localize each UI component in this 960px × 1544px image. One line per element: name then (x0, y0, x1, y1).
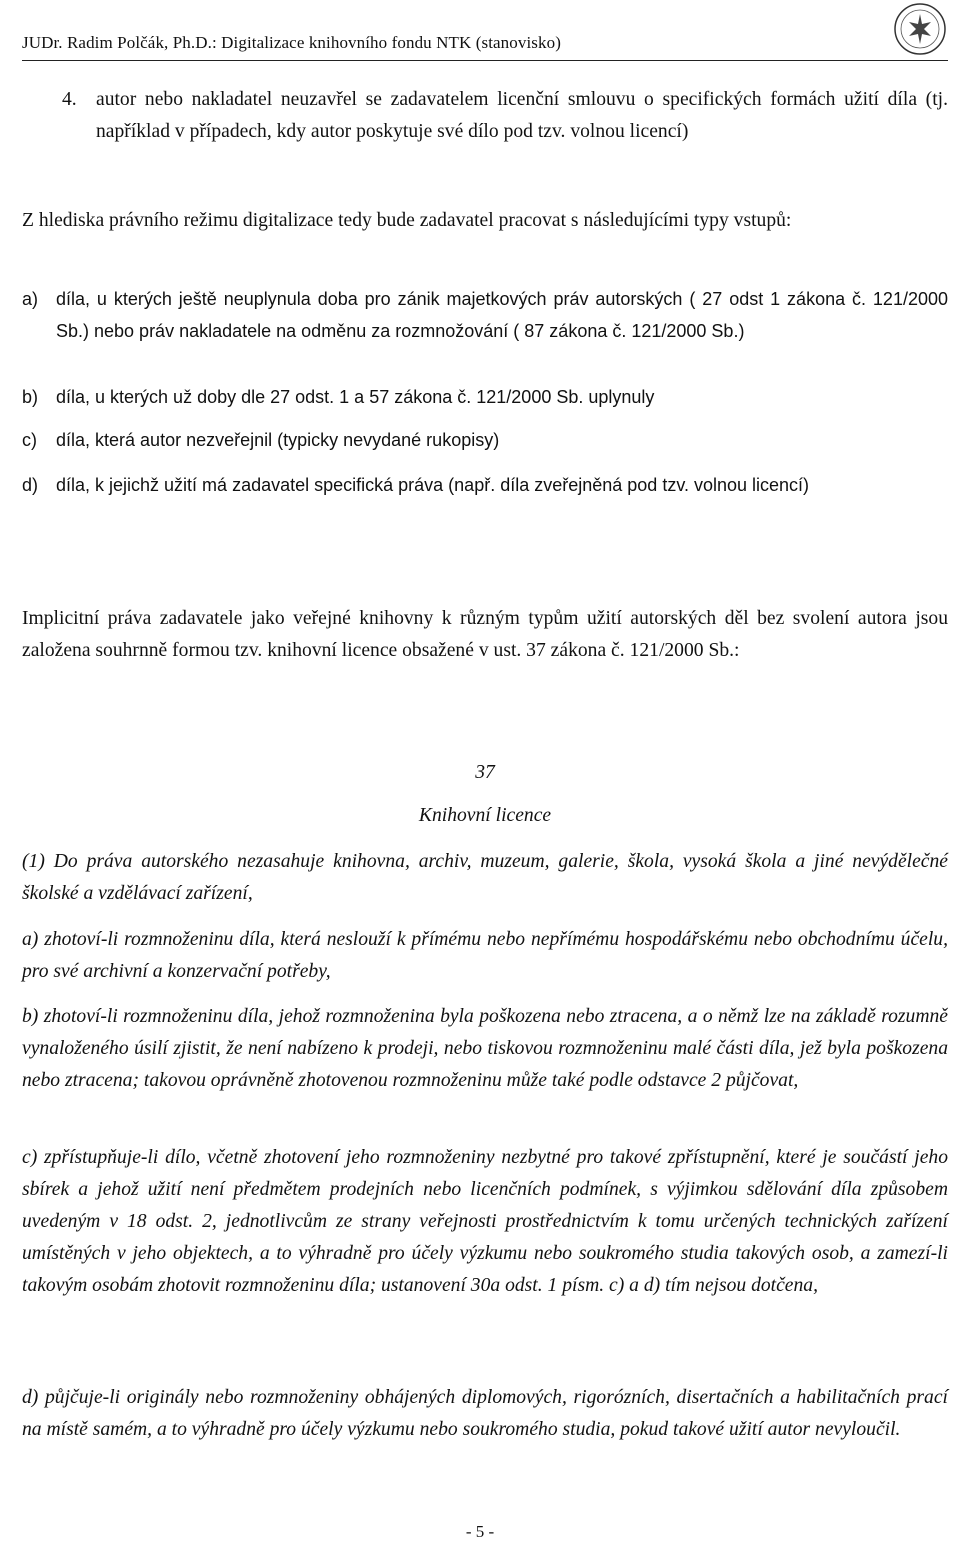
running-header: JUDr. Radim Polčák, Ph.D.: Digitalizace knihovního fondu NTK (stanovisko) (22, 33, 561, 52)
input-type-c (22, 424, 948, 456)
implicit-rights-paragraph: Implicitní práva zadavatele jako veřejné knihovny k různým typům užití autorských děl bez svolení autora jsou založena souhrnně formou tzv. knihovní licence obsažené v ust. 37 zákona č. 121/2000 Sb.: (22, 608, 948, 661)
input-type-a-text: díla, u kterých ještě neuplynula doba pro zánik majetkových práv autorských ( 27 odst 1 zákona č. 121/2000 Sb.) nebo práv nakladatele na odměnu za rozmnožování ( 87 zákona č. 121/2000 Sb.) (56, 289, 948, 341)
list-item-4-label: 4. (62, 89, 77, 110)
header-rule (22, 60, 948, 61)
law-section-heading: Knihovní licence (418, 805, 552, 826)
input-type-c-text: díla, která autor nezveřejnil (typicky nevydané rukopisy) (56, 430, 500, 450)
input-type-c-label: c) (22, 430, 37, 450)
input-type-d-label: d) (22, 475, 39, 495)
list-item-4 (62, 84, 948, 148)
law-point-a: a) zhotoví-li rozmnoženinu díla, která neslouží k přímému nebo nepřímému hospodářskému nebo obchodnímu účelu, pro své archivní a konzervační potřeby, (22, 929, 948, 982)
input-type-b (22, 381, 948, 413)
law-paragraph-1: (1) Do práva autorského nezasahuje knihovna, archiv, muzeum, galerie, škola, vysoká škola a jiné nevýdělečné školské a vzdělávací zařízení, (22, 851, 948, 904)
law-section-number: 37 (475, 762, 495, 783)
input-type-a (22, 283, 948, 347)
page-number: - 5 - (465, 1522, 495, 1541)
list-item-4-text: autor nebo nakladatel neuzavřel se zadavatelem licenční smlouvu o specifických formách užití díla (tj. například v případech, kdy autor poskytuje své dílo pod tzv. volnou licencí) (96, 89, 948, 142)
input-type-d-text: díla, k jejichž užití má zadavatel specifická práva (např. díla zveřejněná pod tzv. volnou licencí) (56, 475, 810, 495)
law-point-b: b) zhotoví-li rozmnoženinu díla, jehož rozmnoženina byla poškozena nebo ztracena, a o němž lze na základě rozumně vynaloženého úsilí zjistit, že není nabízeno k prodeji, nebo tiskovou rozmnoženinu malé části díla, jež byla poškozena nebo ztracena; takovou oprávněně zhotovenou rozmnoženinu může také podle odstavce 2 půjčovat, (22, 1006, 948, 1091)
law-point-c: c) zpřístupňuje-li dílo, včetně zhotovení jeho rozmnoženiny nezbytné pro takové zpřístupnění, které je součástí jeho sbírek a jehož užití není předmětem prodejních nebo licenčních podmínek, s výjimkou sdělování díla způsobem uvedeným v 18 odst. 2, jednotlivcům ze strany veřejnosti prostřednictvím k tomu určených technických zařízení umístěných v jeho objektech, a to výhradně pro účely výzkumu nebo soukromého studia takových osob, a zamezí-li takovým osobám zhotovit rozmnoženinu díla; ustanovení 30a odst. 1 písm. c) a d) tím nejsou dotčena, (22, 1147, 948, 1296)
law-point-d: d) půjčuje-li originály nebo rozmnoženiny obhájených diplomových, rigorózních, disertačních a habilitačních prací na místě samém, a to výhradně pro účely výzkumu nebo soukromého studia, pokud takové užití autor nevyloučil. (22, 1387, 948, 1440)
input-type-d (22, 469, 948, 501)
seal-logo-icon (893, 2, 947, 56)
input-type-b-label: b) (22, 387, 39, 407)
input-type-b-text: díla, u kterých už doby dle 27 odst. 1 a 57 zákona č. 121/2000 Sb. uplynuly (56, 387, 655, 407)
input-type-a-label: a) (22, 289, 39, 309)
intro-paragraph: Z hlediska právního režimu digitalizace tedy bude zadavatel pracovat s následujícími typy vstupů: (22, 210, 792, 231)
